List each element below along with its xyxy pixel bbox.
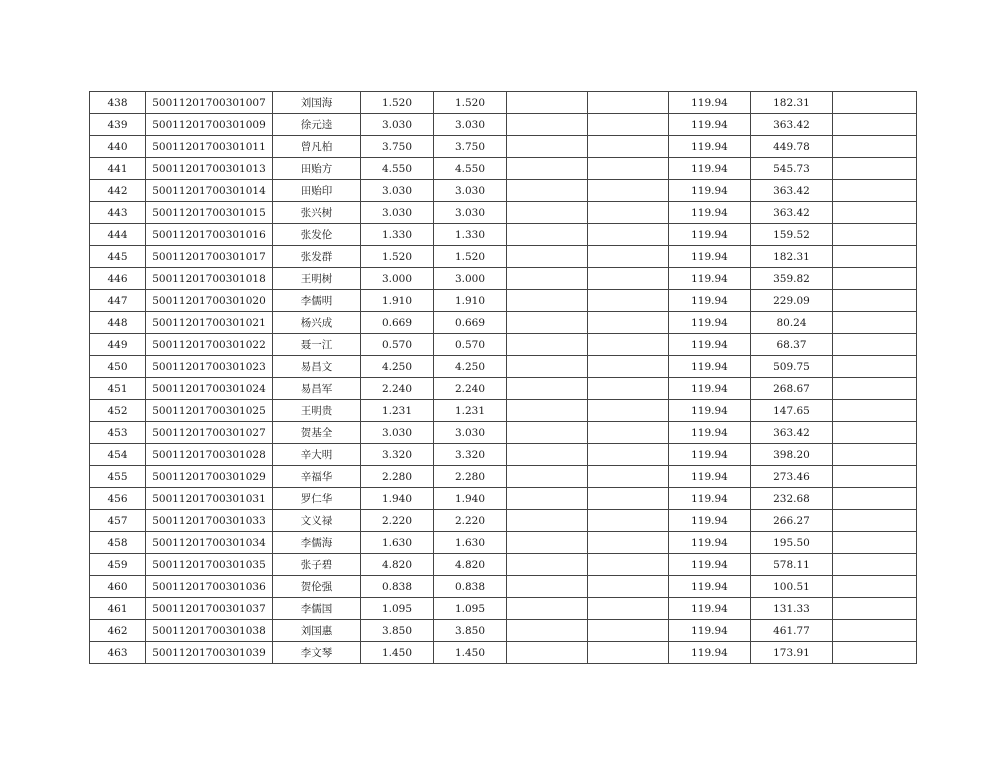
remark-cell	[833, 642, 917, 664]
account-id-cell: 50011201700301038	[146, 620, 273, 642]
area-cell: 1.520	[361, 92, 434, 114]
area-cell: 1.520	[361, 246, 434, 268]
owner-name-cell: 李儒海	[273, 532, 361, 554]
account-id-cell: 50011201700301039	[146, 642, 273, 664]
unit-rate-cell: 119.94	[669, 268, 751, 290]
remark-cell	[833, 576, 917, 598]
row-number-cell: 463	[90, 642, 146, 664]
amount-cell: 461.77	[751, 620, 833, 642]
blank-cell	[588, 510, 669, 532]
confirmed-area-cell: 4.550	[434, 158, 507, 180]
table-row	[90, 180, 917, 202]
blank-cell	[588, 246, 669, 268]
blank-cell	[588, 444, 669, 466]
area-cell: 1.450	[361, 642, 434, 664]
remark-cell	[833, 268, 917, 290]
owner-name-cell: 辛大明	[273, 444, 361, 466]
row-number-cell: 439	[90, 114, 146, 136]
blank-cell	[507, 620, 588, 642]
unit-rate-cell: 119.94	[669, 378, 751, 400]
row-number-cell: 459	[90, 554, 146, 576]
blank-cell	[588, 576, 669, 598]
unit-rate-cell: 119.94	[669, 620, 751, 642]
unit-rate-cell: 119.94	[669, 114, 751, 136]
area-cell: 3.000	[361, 268, 434, 290]
area-cell: 1.095	[361, 598, 434, 620]
blank-cell	[507, 444, 588, 466]
data-table	[89, 91, 917, 664]
area-cell: 4.250	[361, 356, 434, 378]
account-id-cell: 50011201700301009	[146, 114, 273, 136]
area-cell: 1.630	[361, 532, 434, 554]
blank-cell	[588, 422, 669, 444]
confirmed-area-cell: 0.838	[434, 576, 507, 598]
account-id-cell: 50011201700301023	[146, 356, 273, 378]
confirmed-area-cell: 1.520	[434, 246, 507, 268]
owner-name-cell: 杨兴成	[273, 312, 361, 334]
account-id-cell: 50011201700301035	[146, 554, 273, 576]
owner-name-cell: 张发伦	[273, 224, 361, 246]
owner-name-cell: 辛福华	[273, 466, 361, 488]
account-id-cell: 50011201700301020	[146, 290, 273, 312]
confirmed-area-cell: 1.330	[434, 224, 507, 246]
blank-cell	[507, 466, 588, 488]
unit-rate-cell: 119.94	[669, 312, 751, 334]
row-number-cell: 440	[90, 136, 146, 158]
confirmed-area-cell: 1.520	[434, 92, 507, 114]
confirmed-area-cell: 3.750	[434, 136, 507, 158]
blank-cell	[507, 290, 588, 312]
table-row	[90, 466, 917, 488]
table-row	[90, 510, 917, 532]
blank-cell	[507, 510, 588, 532]
unit-rate-cell: 119.94	[669, 642, 751, 664]
blank-cell	[507, 180, 588, 202]
unit-rate-cell: 119.94	[669, 246, 751, 268]
table-row	[90, 334, 917, 356]
unit-rate-cell: 119.94	[669, 136, 751, 158]
blank-cell	[507, 114, 588, 136]
remark-cell	[833, 312, 917, 334]
amount-cell: 545.73	[751, 158, 833, 180]
amount-cell: 449.78	[751, 136, 833, 158]
blank-cell	[588, 158, 669, 180]
area-cell: 1.940	[361, 488, 434, 510]
unit-rate-cell: 119.94	[669, 224, 751, 246]
owner-name-cell: 曾凡柏	[273, 136, 361, 158]
account-id-cell: 50011201700301011	[146, 136, 273, 158]
blank-cell	[588, 114, 669, 136]
owner-name-cell: 李儒明	[273, 290, 361, 312]
blank-cell	[588, 466, 669, 488]
row-number-cell: 448	[90, 312, 146, 334]
blank-cell	[588, 180, 669, 202]
account-id-cell: 50011201700301016	[146, 224, 273, 246]
account-id-cell: 50011201700301007	[146, 92, 273, 114]
row-number-cell: 458	[90, 532, 146, 554]
remark-cell	[833, 158, 917, 180]
unit-rate-cell: 119.94	[669, 532, 751, 554]
blank-cell	[507, 642, 588, 664]
confirmed-area-cell: 2.280	[434, 466, 507, 488]
table-row	[90, 158, 917, 180]
table-row	[90, 576, 917, 598]
remark-cell	[833, 620, 917, 642]
unit-rate-cell: 119.94	[669, 202, 751, 224]
row-number-cell: 460	[90, 576, 146, 598]
owner-name-cell: 徐元逵	[273, 114, 361, 136]
remark-cell	[833, 466, 917, 488]
unit-rate-cell: 119.94	[669, 158, 751, 180]
table-row	[90, 532, 917, 554]
owner-name-cell: 贺基全	[273, 422, 361, 444]
row-number-cell: 445	[90, 246, 146, 268]
unit-rate-cell: 119.94	[669, 444, 751, 466]
owner-name-cell: 王明树	[273, 268, 361, 290]
row-number-cell: 461	[90, 598, 146, 620]
amount-cell: 232.68	[751, 488, 833, 510]
remark-cell	[833, 400, 917, 422]
account-id-cell: 50011201700301015	[146, 202, 273, 224]
owner-name-cell: 张子碧	[273, 554, 361, 576]
owner-name-cell: 张发群	[273, 246, 361, 268]
confirmed-area-cell: 2.240	[434, 378, 507, 400]
blank-cell	[507, 532, 588, 554]
account-id-cell: 50011201700301029	[146, 466, 273, 488]
amount-cell: 182.31	[751, 246, 833, 268]
amount-cell: 359.82	[751, 268, 833, 290]
unit-rate-cell: 119.94	[669, 180, 751, 202]
account-id-cell: 50011201700301014	[146, 180, 273, 202]
blank-cell	[507, 576, 588, 598]
remark-cell	[833, 356, 917, 378]
unit-rate-cell: 119.94	[669, 598, 751, 620]
row-number-cell: 453	[90, 422, 146, 444]
unit-rate-cell: 119.94	[669, 356, 751, 378]
blank-cell	[507, 312, 588, 334]
blank-cell	[588, 92, 669, 114]
blank-cell	[507, 202, 588, 224]
table-row	[90, 444, 917, 466]
confirmed-area-cell: 3.850	[434, 620, 507, 642]
table-row	[90, 92, 917, 114]
area-cell: 3.030	[361, 180, 434, 202]
blank-cell	[507, 356, 588, 378]
account-id-cell: 50011201700301031	[146, 488, 273, 510]
blank-cell	[588, 290, 669, 312]
table-row	[90, 378, 917, 400]
blank-cell	[507, 378, 588, 400]
unit-rate-cell: 119.94	[669, 400, 751, 422]
area-cell: 2.220	[361, 510, 434, 532]
area-cell: 2.280	[361, 466, 434, 488]
remark-cell	[833, 488, 917, 510]
remark-cell	[833, 92, 917, 114]
confirmed-area-cell: 3.030	[434, 114, 507, 136]
unit-rate-cell: 119.94	[669, 422, 751, 444]
blank-cell	[588, 554, 669, 576]
owner-name-cell: 刘国惠	[273, 620, 361, 642]
remark-cell	[833, 444, 917, 466]
account-id-cell: 50011201700301028	[146, 444, 273, 466]
account-id-cell: 50011201700301025	[146, 400, 273, 422]
blank-cell	[588, 400, 669, 422]
owner-name-cell: 罗仁华	[273, 488, 361, 510]
row-number-cell: 444	[90, 224, 146, 246]
amount-cell: 80.24	[751, 312, 833, 334]
unit-rate-cell: 119.94	[669, 466, 751, 488]
confirmed-area-cell: 1.231	[434, 400, 507, 422]
owner-name-cell: 李文琴	[273, 642, 361, 664]
row-number-cell: 452	[90, 400, 146, 422]
account-id-cell: 50011201700301036	[146, 576, 273, 598]
blank-cell	[507, 598, 588, 620]
blank-cell	[507, 158, 588, 180]
amount-cell: 363.42	[751, 422, 833, 444]
area-cell: 3.030	[361, 114, 434, 136]
remark-cell	[833, 136, 917, 158]
table-row	[90, 312, 917, 334]
confirmed-area-cell: 1.940	[434, 488, 507, 510]
area-cell: 3.030	[361, 202, 434, 224]
row-number-cell: 462	[90, 620, 146, 642]
owner-name-cell: 文义禄	[273, 510, 361, 532]
remark-cell	[833, 532, 917, 554]
area-cell: 3.030	[361, 422, 434, 444]
blank-cell	[588, 202, 669, 224]
remark-cell	[833, 246, 917, 268]
amount-cell: 509.75	[751, 356, 833, 378]
amount-cell: 100.51	[751, 576, 833, 598]
blank-cell	[588, 356, 669, 378]
area-cell: 3.320	[361, 444, 434, 466]
unit-rate-cell: 119.94	[669, 510, 751, 532]
remark-cell	[833, 598, 917, 620]
amount-cell: 159.52	[751, 224, 833, 246]
blank-cell	[507, 488, 588, 510]
row-number-cell: 455	[90, 466, 146, 488]
confirmed-area-cell: 4.250	[434, 356, 507, 378]
owner-name-cell: 田贻方	[273, 158, 361, 180]
amount-cell: 229.09	[751, 290, 833, 312]
unit-rate-cell: 119.94	[669, 488, 751, 510]
confirmed-area-cell: 3.320	[434, 444, 507, 466]
remark-cell	[833, 202, 917, 224]
remark-cell	[833, 554, 917, 576]
table-body	[90, 92, 917, 664]
confirmed-area-cell: 3.030	[434, 180, 507, 202]
area-cell: 1.910	[361, 290, 434, 312]
account-id-cell: 50011201700301027	[146, 422, 273, 444]
table-row	[90, 642, 917, 664]
owner-name-cell: 张兴树	[273, 202, 361, 224]
owner-name-cell: 贺伦强	[273, 576, 361, 598]
account-id-cell: 50011201700301017	[146, 246, 273, 268]
confirmed-area-cell: 2.220	[434, 510, 507, 532]
amount-cell: 131.33	[751, 598, 833, 620]
blank-cell	[588, 136, 669, 158]
owner-name-cell: 李儒国	[273, 598, 361, 620]
account-id-cell: 50011201700301033	[146, 510, 273, 532]
table-row	[90, 356, 917, 378]
amount-cell: 363.42	[751, 202, 833, 224]
unit-rate-cell: 119.94	[669, 576, 751, 598]
confirmed-area-cell: 3.030	[434, 422, 507, 444]
remark-cell	[833, 422, 917, 444]
owner-name-cell: 刘国海	[273, 92, 361, 114]
row-number-cell: 438	[90, 92, 146, 114]
confirmed-area-cell: 4.820	[434, 554, 507, 576]
blank-cell	[588, 224, 669, 246]
confirmed-area-cell: 1.910	[434, 290, 507, 312]
account-id-cell: 50011201700301022	[146, 334, 273, 356]
area-cell: 2.240	[361, 378, 434, 400]
row-number-cell: 447	[90, 290, 146, 312]
area-cell: 0.669	[361, 312, 434, 334]
blank-cell	[507, 224, 588, 246]
row-number-cell: 446	[90, 268, 146, 290]
row-number-cell: 450	[90, 356, 146, 378]
table-row	[90, 620, 917, 642]
row-number-cell: 442	[90, 180, 146, 202]
area-cell: 1.330	[361, 224, 434, 246]
row-number-cell: 443	[90, 202, 146, 224]
row-number-cell: 456	[90, 488, 146, 510]
owner-name-cell: 易昌军	[273, 378, 361, 400]
area-cell: 0.570	[361, 334, 434, 356]
row-number-cell: 451	[90, 378, 146, 400]
blank-cell	[588, 378, 669, 400]
amount-cell: 363.42	[751, 180, 833, 202]
confirmed-area-cell: 3.000	[434, 268, 507, 290]
row-number-cell: 457	[90, 510, 146, 532]
remark-cell	[833, 180, 917, 202]
amount-cell: 195.50	[751, 532, 833, 554]
blank-cell	[507, 554, 588, 576]
table-row	[90, 224, 917, 246]
account-id-cell: 50011201700301024	[146, 378, 273, 400]
confirmed-area-cell: 1.450	[434, 642, 507, 664]
unit-rate-cell: 119.94	[669, 92, 751, 114]
remark-cell	[833, 334, 917, 356]
remark-cell	[833, 510, 917, 532]
blank-cell	[507, 268, 588, 290]
row-number-cell: 441	[90, 158, 146, 180]
account-id-cell: 50011201700301013	[146, 158, 273, 180]
amount-cell: 578.11	[751, 554, 833, 576]
blank-cell	[588, 334, 669, 356]
amount-cell: 273.46	[751, 466, 833, 488]
table-row	[90, 554, 917, 576]
account-id-cell: 50011201700301034	[146, 532, 273, 554]
amount-cell: 266.27	[751, 510, 833, 532]
confirmed-area-cell: 0.669	[434, 312, 507, 334]
amount-cell: 68.37	[751, 334, 833, 356]
amount-cell: 182.31	[751, 92, 833, 114]
remark-cell	[833, 290, 917, 312]
area-cell: 4.550	[361, 158, 434, 180]
blank-cell	[507, 136, 588, 158]
blank-cell	[507, 246, 588, 268]
area-cell: 4.820	[361, 554, 434, 576]
blank-cell	[507, 92, 588, 114]
blank-cell	[588, 312, 669, 334]
account-id-cell: 50011201700301021	[146, 312, 273, 334]
table-row	[90, 246, 917, 268]
table-row	[90, 290, 917, 312]
account-id-cell: 50011201700301037	[146, 598, 273, 620]
table-row	[90, 268, 917, 290]
table-row	[90, 202, 917, 224]
blank-cell	[588, 642, 669, 664]
confirmed-area-cell: 0.570	[434, 334, 507, 356]
area-cell: 3.850	[361, 620, 434, 642]
amount-cell: 147.65	[751, 400, 833, 422]
row-number-cell: 449	[90, 334, 146, 356]
unit-rate-cell: 119.94	[669, 554, 751, 576]
table-row	[90, 488, 917, 510]
amount-cell: 363.42	[751, 114, 833, 136]
remark-cell	[833, 378, 917, 400]
confirmed-area-cell: 1.095	[434, 598, 507, 620]
blank-cell	[507, 334, 588, 356]
blank-cell	[588, 620, 669, 642]
blank-cell	[507, 400, 588, 422]
remark-cell	[833, 114, 917, 136]
table-row	[90, 422, 917, 444]
amount-cell: 398.20	[751, 444, 833, 466]
table-row	[90, 400, 917, 422]
owner-name-cell: 聂一江	[273, 334, 361, 356]
owner-name-cell: 易昌文	[273, 356, 361, 378]
area-cell: 3.750	[361, 136, 434, 158]
confirmed-area-cell: 1.630	[434, 532, 507, 554]
table-row	[90, 136, 917, 158]
blank-cell	[588, 598, 669, 620]
document-sheet	[89, 91, 917, 664]
area-cell: 1.231	[361, 400, 434, 422]
row-number-cell: 454	[90, 444, 146, 466]
owner-name-cell: 田贻印	[273, 180, 361, 202]
unit-rate-cell: 119.94	[669, 290, 751, 312]
blank-cell	[588, 532, 669, 554]
owner-name-cell: 王明贵	[273, 400, 361, 422]
remark-cell	[833, 224, 917, 246]
area-cell: 0.838	[361, 576, 434, 598]
unit-rate-cell: 119.94	[669, 334, 751, 356]
blank-cell	[507, 422, 588, 444]
blank-cell	[588, 488, 669, 510]
blank-cell	[588, 268, 669, 290]
table-row	[90, 598, 917, 620]
table-row	[90, 114, 917, 136]
amount-cell: 173.91	[751, 642, 833, 664]
amount-cell: 268.67	[751, 378, 833, 400]
confirmed-area-cell: 3.030	[434, 202, 507, 224]
account-id-cell: 50011201700301018	[146, 268, 273, 290]
